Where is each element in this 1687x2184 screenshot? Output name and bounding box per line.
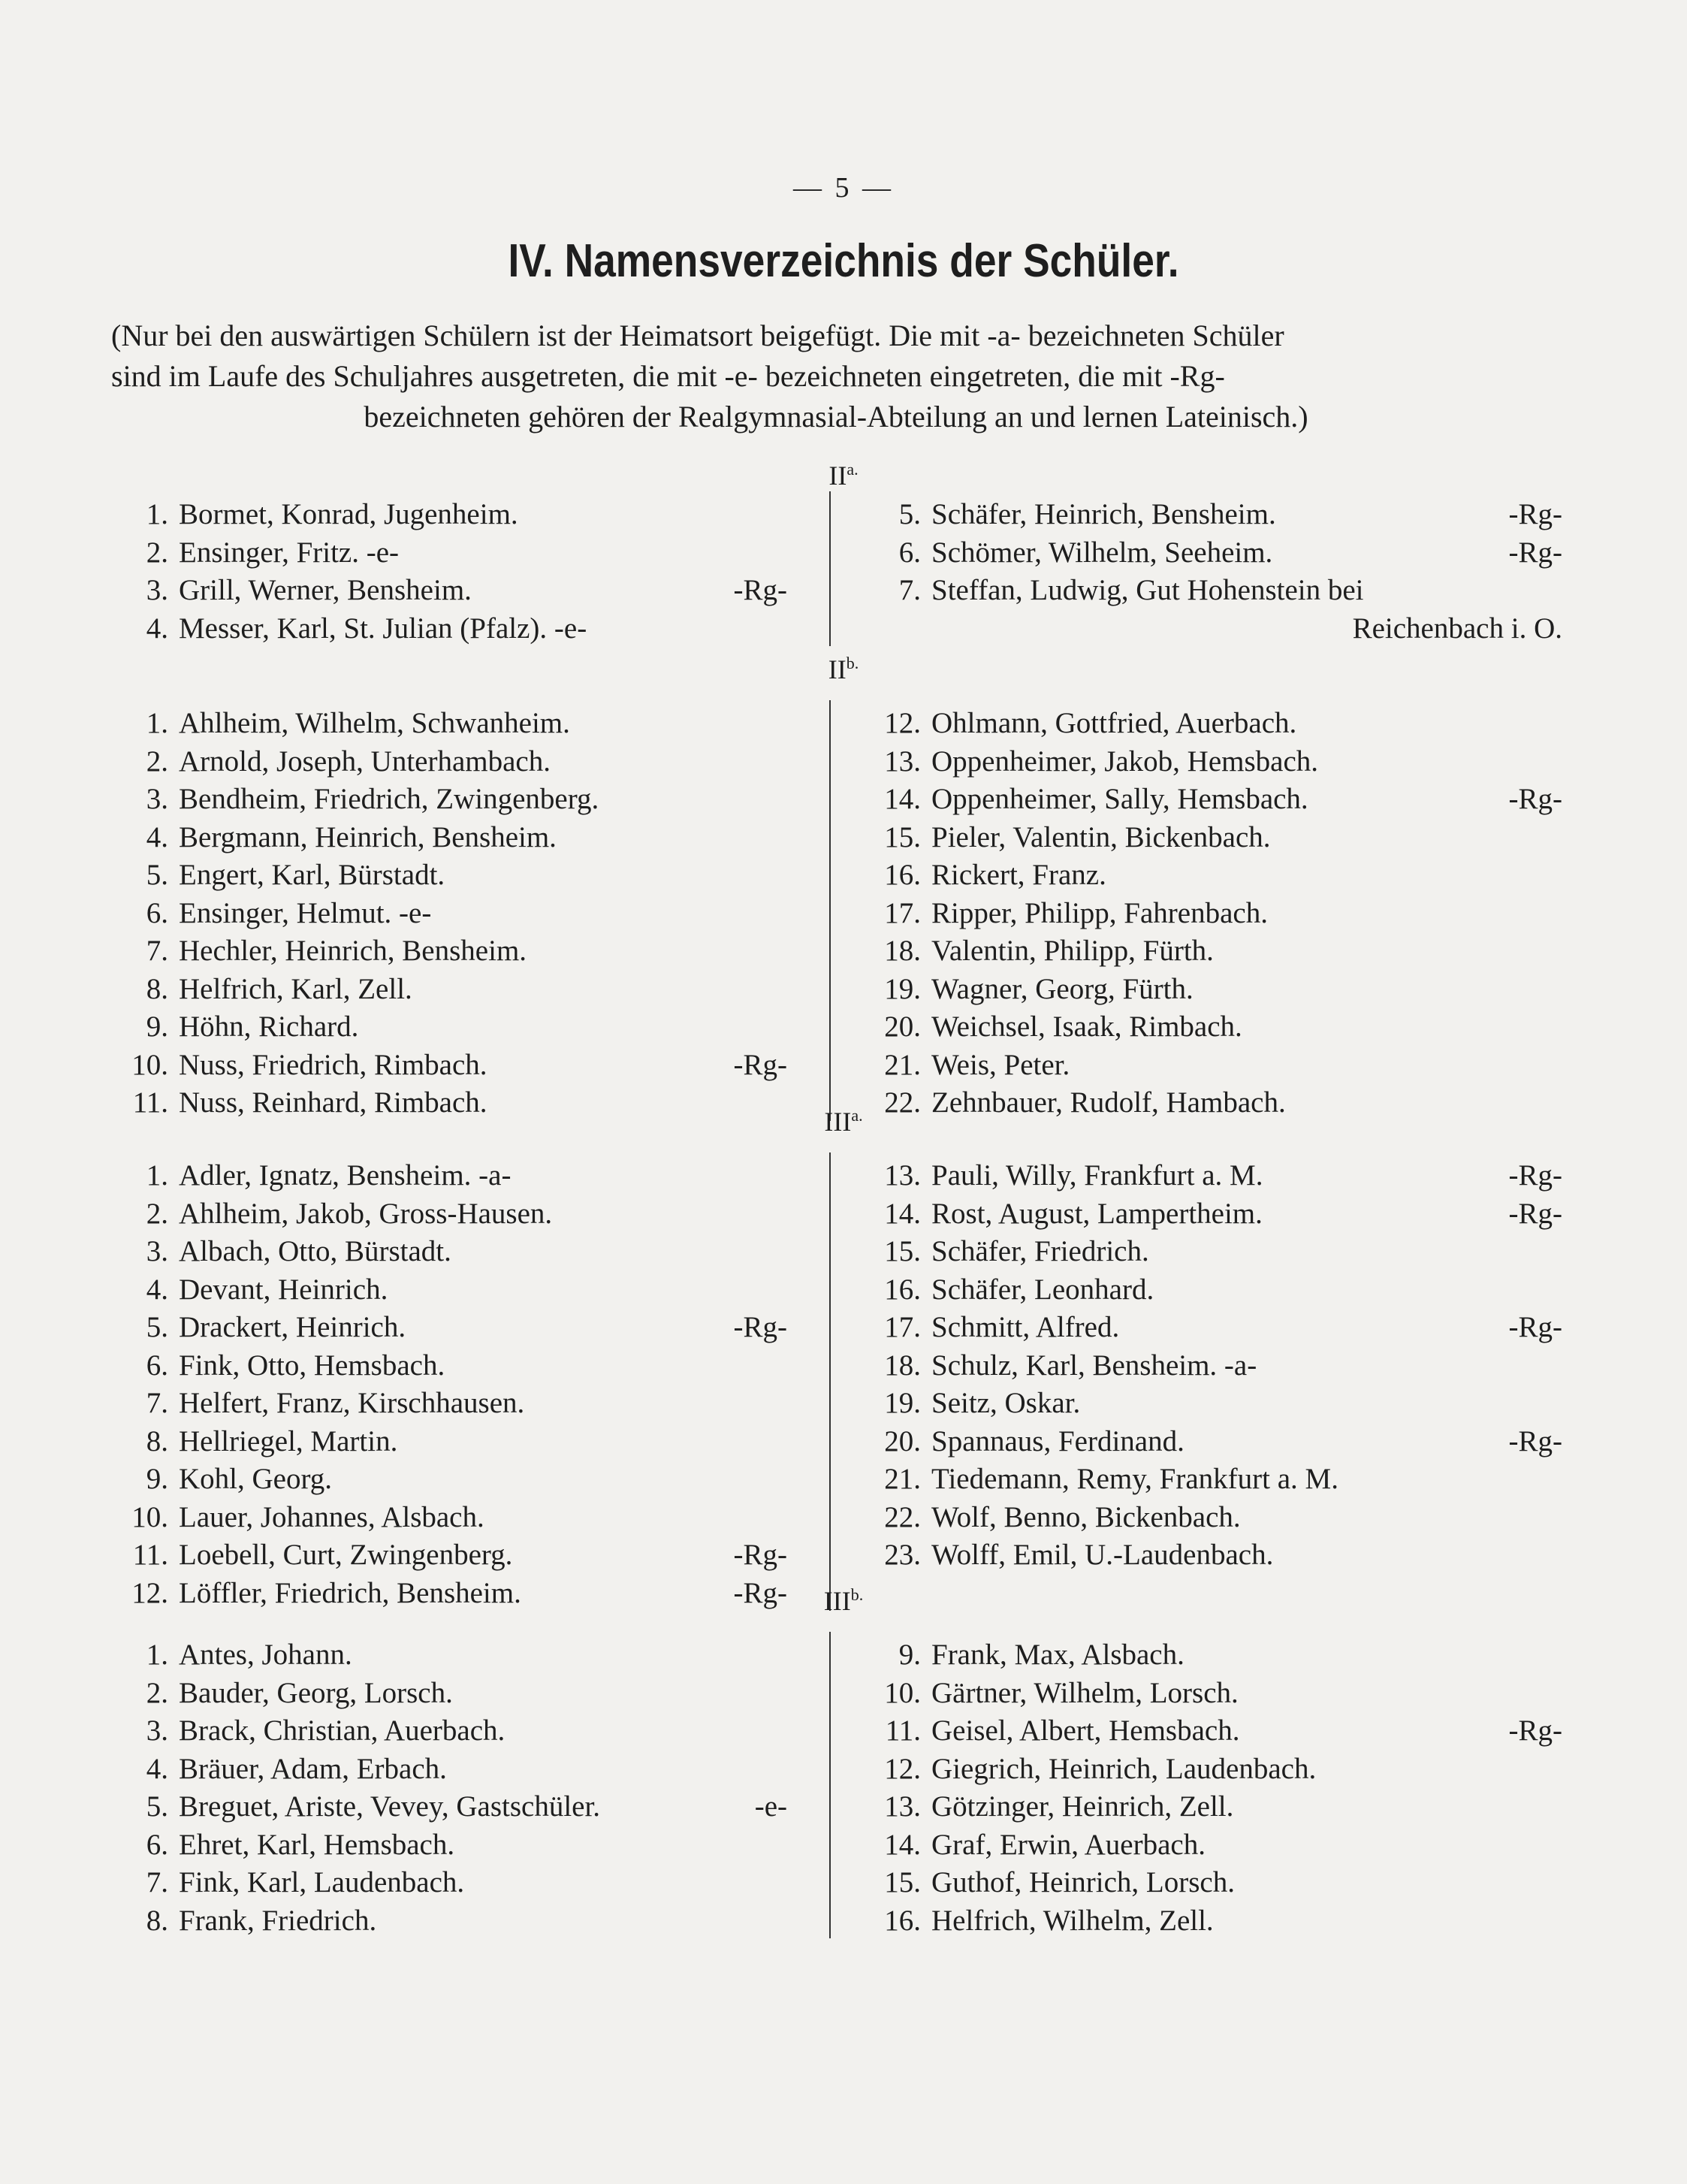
student-entry [871,1712,1562,1751]
student-name: Ohlmann, Gottfried, Auerbach. [931,707,1297,739]
student-entry [119,1751,787,1789]
student-name: Fink, Otto, Hemsbach. [179,1349,445,1382]
student-entry [119,1347,787,1385]
student-name: Hechler, Heinrich, Bensheim. [179,935,527,967]
entry-number: 16. [884,1904,921,1937]
class-suffix: a. [851,1106,863,1125]
student-entry [871,1636,1562,1675]
entry-number: 2. [146,745,168,778]
student-entry [871,1788,1562,1826]
student-name: Wolff, Emil, U.-Laudenbach. [931,1539,1274,1571]
class-suffix: a. [847,460,859,479]
student-entry [871,572,1562,610]
class-name: II [828,461,847,491]
rg-tag: -Rg- [1508,783,1562,815]
student-entry [119,1902,787,1941]
student-entry [871,1675,1562,1713]
student-entry [871,496,1562,534]
entry-number: 1. [146,1159,168,1192]
student-entry [119,895,787,933]
rg-tag: -Rg- [733,574,787,606]
entry-number: 7. [146,935,168,967]
student-entry [119,1826,787,1865]
entry-number: 4. [146,820,168,853]
entry-number: 8. [146,1424,168,1458]
class-name: II [828,654,847,684]
entry-number: 7. [898,574,921,606]
student-name: Ehret, Karl, Hemsbach. [179,1828,455,1861]
student-name: Weichsel, Isaak, Rimbach. [931,1010,1242,1043]
entry-number: 18. [884,935,921,967]
entry-number: 9. [146,1463,168,1495]
student-name: Helfrich, Karl, Zell. [179,972,412,1005]
student-entry [871,1536,1562,1575]
student-name: Helfrich, Wilhelm, Zell. [931,1904,1214,1937]
entry-number: 1. [146,1639,168,1671]
student-entry [119,1271,787,1309]
student-name: Bräuer, Adam, Erbach. [179,1752,447,1785]
student-entry [119,1536,787,1575]
student-name: Engert, Karl, Bürstadt. [179,859,445,891]
page-number: — 5 — [793,172,894,204]
class-heading [0,1585,1687,1617]
entry-number: 13. [884,1790,921,1823]
student-name: Schömer, Wilhelm, Seeheim. [931,536,1273,569]
student-entry [871,1902,1562,1941]
student-entry [119,1195,787,1234]
entry-number: 13. [884,1159,921,1192]
right-column [871,496,1562,648]
entry-number: 2. [146,1676,168,1709]
entry-number: 18. [884,1349,921,1382]
right-column [871,705,1562,1122]
entry-number: 7. [146,1866,168,1899]
student-entry [871,610,1562,648]
column-divider [829,700,831,1121]
student-entry [871,1347,1562,1385]
student-name: Zehnbauer, Rudolf, Hambach. [931,1086,1286,1119]
student-entry [119,1233,787,1271]
entry-number: 20. [884,1424,921,1458]
student-entry [119,1788,787,1826]
class-heading [0,460,1687,491]
entry-number: 8. [146,1904,168,1937]
intro-line: sind im Laufe des Schuljahres ausgetreten, die mit -e- bezeichneten eingetreten, die mit -Rg- [111,359,1225,393]
student-name: Götzinger, Heinrich, Zell. [931,1790,1234,1823]
student-name: Frank, Friedrich. [179,1904,377,1937]
entry-number: 9. [898,1639,921,1671]
entry-number: 11. [132,1086,168,1119]
rg-tag: -Rg- [1508,1197,1562,1230]
student-name: Spannaus, Ferdinand. [931,1424,1185,1458]
student-entry [871,856,1562,895]
student-entry [871,1423,1562,1461]
class-suffix: b. [846,654,859,672]
student-name: Frank, Max, Alsbach. [931,1639,1185,1671]
student-name: Seitz, Oskar. [931,1387,1081,1419]
entry-number: 11. [885,1714,921,1747]
rg-tag: -Rg- [1508,498,1562,530]
rg-tag: -Rg- [733,1539,787,1571]
rg-tag: -Rg- [1508,536,1562,569]
left-column [119,705,787,1122]
student-name: Kohl, Georg. [179,1463,333,1495]
student-name: Albach, Otto, Bürstadt. [179,1235,451,1267]
student-name: Ahlheim, Wilhelm, Schwanheim. [179,707,570,739]
student-name: Lauer, Johannes, Alsbach. [179,1500,484,1533]
left-column [119,496,787,648]
right-column [871,1157,1562,1575]
student-name: Helfert, Franz, Kirschhausen. [179,1387,525,1419]
rg-tag: -Rg- [733,1048,787,1081]
entry-number: 6. [146,1349,168,1382]
student-entry [119,496,787,534]
column-divider [829,1152,831,1611]
intro-paragraph [111,316,1561,437]
entry-number: 8. [146,972,168,1005]
student-entry [871,932,1562,971]
class-heading [0,654,1687,685]
student-entry [871,1047,1562,1085]
student-entry [871,1461,1562,1499]
entry-number: 16. [884,859,921,891]
rg-tag: -Rg- [1508,1159,1562,1192]
student-entry [871,1751,1562,1789]
intro-line: (Nur bei den auswärtigen Schülern ist der Heimatsort beigefügt. Die mit -a- bezeichneten Schüler [111,319,1284,352]
entry-number: 15. [884,820,921,853]
entry-number: 17. [884,896,921,929]
student-name: Hellriegel, Martin. [179,1424,398,1458]
student-name: Ensinger, Helmut. -e- [179,896,432,929]
student-entry [119,1461,787,1499]
student-entry [119,1309,787,1347]
student-entry [119,1385,787,1423]
student-name: Oppenheimer, Sally, Hemsbach. [931,783,1308,815]
student-name: Weis, Peter. [931,1048,1070,1081]
class-heading [0,1106,1687,1137]
student-name: Höhn, Richard. [179,1010,359,1043]
right-column [871,1636,1562,1940]
student-entry [119,610,787,648]
student-entry [871,1499,1562,1537]
intro-line: bezeichneten gehören der Realgymnasial-Abteilung an und lernen Lateinisch.) [364,400,1308,433]
student-name: Pieler, Valentin, Bickenbach. [931,820,1271,853]
student-entry [871,705,1562,743]
column-divider [829,491,831,646]
entry-number: 10. [884,1676,921,1709]
student-name: Schmitt, Alfred. [931,1311,1120,1343]
student-entry [119,856,787,895]
entry-number: 3. [146,1714,168,1747]
student-name: Bergmann, Heinrich, Bensheim. [179,820,557,853]
entry-number: 12. [131,1576,168,1609]
student-entry [119,1157,787,1195]
student-name: Schulz, Karl, Bensheim. -a- [931,1349,1257,1382]
student-name: Geisel, Albert, Hemsbach. [931,1714,1240,1747]
entry-number: 15. [884,1866,921,1899]
entry-number: 3. [146,1235,168,1267]
student-name: Devant, Heinrich. [179,1273,388,1306]
entry-number: 5. [146,859,168,891]
entry-number: 3. [146,783,168,815]
student-name: Guthof, Heinrich, Lorsch. [931,1866,1235,1899]
student-entry [119,819,787,857]
rg-tag: -Rg- [733,1576,787,1609]
student-entry [119,705,787,743]
student-name: Rost, August, Lampertheim. [931,1197,1263,1230]
student-name: Bendheim, Friedrich, Zwingenberg. [179,783,599,815]
entry-number: 5. [146,1790,168,1823]
student-entry [871,819,1562,857]
student-entry [871,1309,1562,1347]
student-entry [119,1047,787,1085]
entry-number: 10. [131,1048,168,1081]
student-entry [871,1008,1562,1047]
student-entry [871,1385,1562,1423]
student-name: Drackert, Heinrich. [179,1311,406,1343]
student-entry [119,572,787,610]
class-name: III [823,1586,851,1616]
student-name: Schäfer, Friedrich. [931,1235,1149,1267]
student-name: Graf, Erwin, Auerbach. [931,1828,1206,1861]
class-suffix: b. [850,1585,864,1604]
rg-tag: -Rg- [1508,1714,1562,1747]
student-entry [119,1712,787,1751]
rg-tag: -Rg- [1508,1311,1562,1343]
student-name: Oppenheimer, Jakob, Hemsbach. [931,745,1319,778]
rg-tag: -Rg- [733,1311,787,1343]
student-entry [119,971,787,1009]
student-entry [871,743,1562,781]
entry-number: 6. [898,536,921,569]
student-name: Grill, Werner, Bensheim. [179,574,472,606]
entry-number: 22. [884,1500,921,1533]
entry-number: 10. [131,1500,168,1533]
student-name: Löffler, Friedrich, Bensheim. [179,1576,521,1609]
student-entry [871,1826,1562,1865]
student-entry [871,1864,1562,1902]
student-name: Rickert, Franz. [931,859,1106,891]
entry-number: 21. [884,1048,921,1081]
entry-number: 14. [884,1828,921,1861]
page-title: IV. Namensverzeichnis der Schüler. [508,235,1179,287]
entry-number: 12. [884,707,921,739]
student-name: Gärtner, Wilhelm, Lorsch. [931,1676,1239,1709]
student-entry [871,971,1562,1009]
student-entry [119,743,787,781]
student-entry [871,1195,1562,1234]
student-entry [871,534,1562,572]
entry-number: 4. [146,1273,168,1306]
student-name: Ripper, Philipp, Fahrenbach. [931,896,1268,929]
entry-number: 13. [884,745,921,778]
student-name: Schäfer, Heinrich, Bensheim. [931,498,1276,530]
entry-number: 14. [884,1197,921,1230]
student-entry [871,895,1562,933]
column-divider [829,1632,831,1938]
student-entry [871,1233,1562,1271]
entry-number: 2. [146,1197,168,1230]
student-entry [119,781,787,819]
left-column [119,1157,787,1612]
student-name: Valentin, Philipp, Fürth. [931,935,1214,967]
entry-number: 17. [884,1311,921,1343]
entry-number: 6. [146,896,168,929]
student-name: Wolf, Benno, Bickenbach. [931,1500,1241,1533]
entry-number: 14. [884,783,921,815]
student-name: Nuss, Friedrich, Rimbach. [179,1048,487,1081]
rg-tag: -e- [754,1790,787,1823]
student-entry [119,932,787,971]
student-name: Ahlheim, Jakob, Gross-Hausen. [179,1197,553,1230]
student-name: Messer, Karl, St. Julian (Pfalz). -e- [179,612,587,645]
entry-number: 6. [146,1828,168,1861]
student-name: Adler, Ignatz, Bensheim. -a- [179,1159,512,1192]
entry-number: 3. [146,574,168,606]
student-entry [119,1008,787,1047]
student-name: Fink, Karl, Laudenbach. [179,1866,465,1899]
entry-number: 15. [884,1235,921,1267]
entry-number: 1. [146,498,168,530]
entry-number: 23. [884,1539,921,1571]
student-name: Tiedemann, Remy, Frankfurt a. M. [931,1463,1338,1495]
student-entry [119,534,787,572]
student-name: Brack, Christian, Auerbach. [179,1714,505,1747]
entry-number: 4. [146,1752,168,1785]
entry-number: 19. [884,1387,921,1419]
entry-number: 2. [146,536,168,569]
entry-number: 22. [884,1086,921,1119]
entry-number: 20. [884,1010,921,1043]
entry-number: 5. [898,498,921,530]
student-entry [119,1636,787,1675]
entry-number: 5. [146,1311,168,1343]
student-entry [119,1423,787,1461]
entry-number: 1. [146,707,168,739]
student-entry [119,1675,787,1713]
student-entry [871,781,1562,819]
student-name: Bauder, Georg, Lorsch. [179,1676,453,1709]
entry-number: 12. [884,1752,921,1785]
student-entry [871,1271,1562,1309]
student-name: Steffan, Ludwig, Gut Hohenstein bei [931,574,1364,606]
student-entry [119,1499,787,1537]
rg-tag: -Rg- [1508,1424,1562,1458]
entry-number: 21. [884,1463,921,1495]
student-name: Schäfer, Leonhard. [931,1273,1154,1306]
student-name: Bormet, Konrad, Jugenheim. [179,498,518,530]
student-name: Pauli, Willy, Frankfurt a. M. [931,1159,1263,1192]
student-name: Loebell, Curt, Zwingenberg. [179,1539,513,1571]
left-column [119,1636,787,1940]
student-name: Ensinger, Fritz. -e- [179,536,400,569]
student-entry [119,1864,787,1902]
student-name: Antes, Johann. [179,1639,352,1671]
student-name: Reichenbach i. O. [1352,612,1562,645]
student-name: Arnold, Joseph, Unterhambach. [179,745,551,778]
student-entry [871,1157,1562,1195]
student-name: Giegrich, Heinrich, Laudenbach. [931,1752,1317,1785]
entry-number: 11. [132,1539,168,1571]
entry-number: 19. [884,972,921,1005]
entry-number: 7. [146,1387,168,1419]
student-name: Nuss, Reinhard, Rimbach. [179,1086,487,1119]
student-name: Breguet, Ariste, Vevey, Gastschüler. [179,1790,601,1823]
class-name: III [824,1107,852,1137]
entry-number: 16. [884,1273,921,1306]
student-name: Wagner, Georg, Fürth. [931,972,1194,1005]
entry-number: 9. [146,1010,168,1043]
entry-number: 4. [146,612,168,645]
